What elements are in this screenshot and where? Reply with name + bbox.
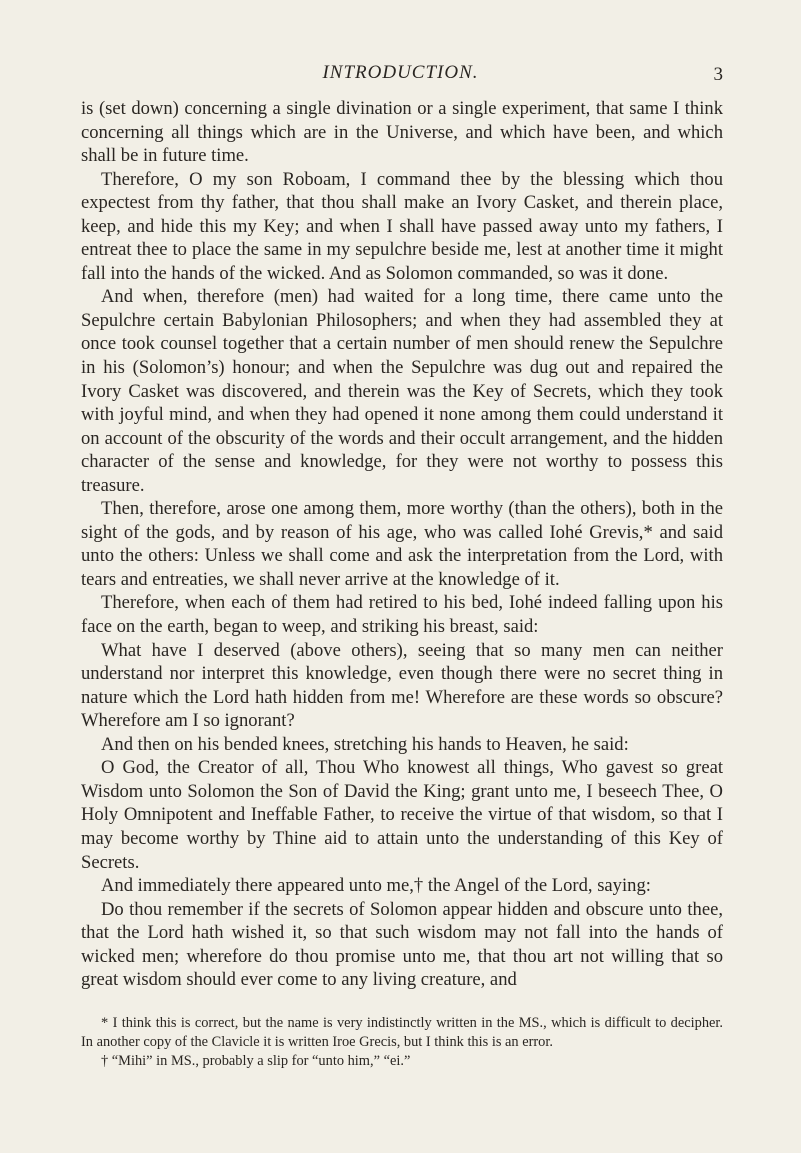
running-head: INTRODUCTION. xyxy=(322,62,479,83)
page-header xyxy=(0,62,801,86)
paragraph: And when, therefore (men) had waited for a long time, there came unto the Sepulchre certain Babylonian Philosophers; and when they had assembled they at once took counsel together that a certain number of men should renew the Sepulchre in his (Solomon’s) honour; and when the Sepulchre was dug out and repaired the Ivory Casket was discovered, and therein was the Key of Secrets, which they took with joyful mind, and when they had opened it none among them could understand it on account of the obscurity of the words and their occult arrangement, and the hidden character of the sense and knowledge, for they were not worthy to possess this treasure. xyxy=(81,286,723,496)
paragraph: Therefore, when each of them had retired to his bed, Iohé indeed falling upon his face on the earth, began to weep, and striking his breast, said: xyxy=(81,592,723,638)
body-text xyxy=(81,97,723,992)
paragraph: And then on his bended knees, stretching his hands to Heaven, he said: xyxy=(101,733,629,755)
paragraph: What have I deserved (above others), seeing that so many men can neither understand nor interpret this knowledge, even though there were no secret thing in nature which the Lord hath hidden from me! Wherefore are these words so obscure? Wherefore am I so ignorant? xyxy=(81,639,723,732)
paragraph: Then, therefore, arose one among them, more worthy (than the others), both in the sight of the gods, and by reason of his age, who was called Iohé Grevis,* and said unto the others: Unless we shall come and ask the interpretation from the Lord, with tears and entreaties, we shall never arrive at the knowledge of it. xyxy=(81,498,723,590)
footnotes xyxy=(81,1014,723,1072)
paragraph-continuation: is (set down) concerning a single divination or a single experiment, that same I think concerning all things which are in the Universe, and which have been, and which shall be in future time. xyxy=(81,98,723,167)
paragraph: Therefore, O my son Roboam, I command thee by the blessing which thou expectest from thy father, that thou shall make an Ivory Casket, and therein place, keep, and hide this my Key; and when I shall have passed away unto my fathers, I entreat thee to place the same in my sepulchre beside me, lest at another time it might fall into the hands of the wicked. And as Solomon commanded, so was it done. xyxy=(81,168,723,284)
footnote-dagger: † “Mihi” in MS., probably a slip for “unto him,” “ei.” xyxy=(101,1053,411,1070)
paragraph: And immediately there appeared unto me,† the Angel of the Lord, saying: xyxy=(101,875,651,897)
prayer-paragraph: O God, the Creator of all, Thou Who knowest all things, Who gavest so great Wisdom unto Solomon the Son of David the King; grant unto me, I beseech Thee, O Holy Omnipotent and Ineffable Father, to receive the virtue of that wisdom, so that I may become worthy by Thine aid to attain unto the understanding of this Key of Secrets. xyxy=(81,757,723,873)
page-number: 3 xyxy=(713,64,723,85)
angel-speech-paragraph: Do thou remember if the secrets of Solomon appear hidden and obscure unto thee, that the Lord hath wished it, so that such wisdom may not fall into the hands of wicked men; wherefore do thou promise unto me, that thou art not willing that so great wisdom should ever come to any living creature, and xyxy=(81,898,723,991)
footnote-asterisk: * I think this is correct, but the name is very indistinctly written in the MS., which is difficult to decipher. In another copy of the Clavicle it is written Iroe Grecis, but I think this is an error. xyxy=(81,1015,723,1051)
